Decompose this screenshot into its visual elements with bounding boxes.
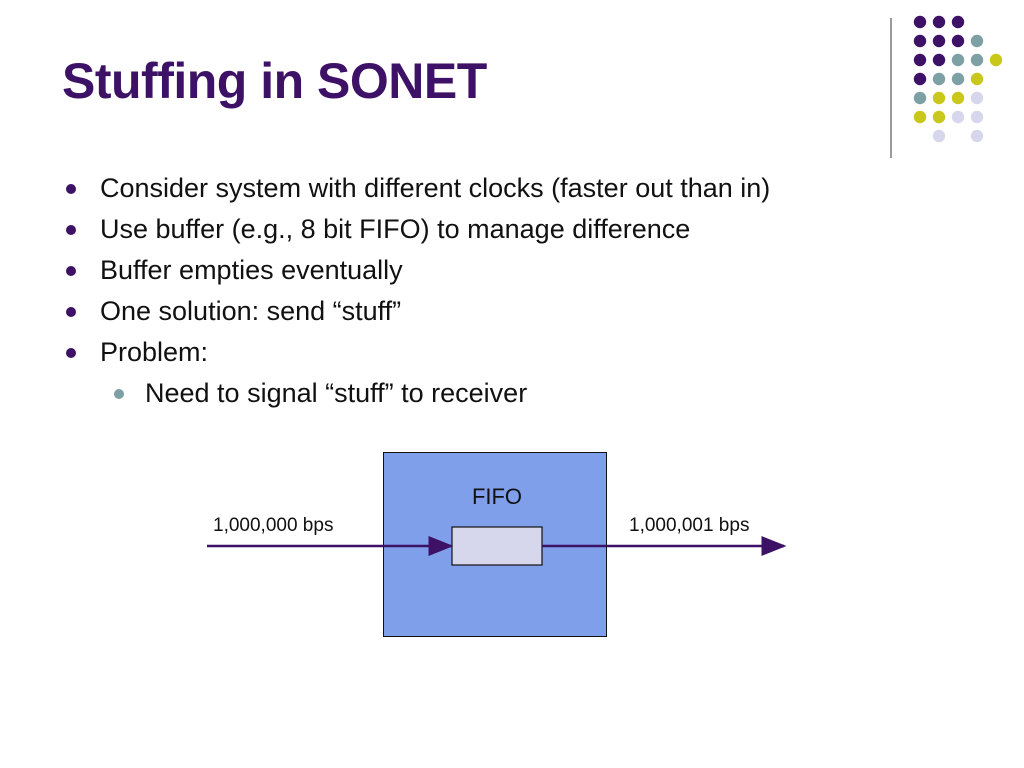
bullet-text: Use buffer (e.g., 8 bit FIFO) to manage difference bbox=[100, 214, 691, 244]
bullet-text: One solution: send “stuff” bbox=[100, 296, 402, 326]
fifo-label: FIFO bbox=[471, 484, 523, 509]
fifo-buffer bbox=[452, 527, 542, 565]
bullet-text: Problem: bbox=[100, 337, 209, 367]
sub-bullet-text: Need to signal “stuff” to receiver bbox=[145, 378, 528, 408]
slide-title: Stuffing in SONET bbox=[62, 53, 487, 109]
bullet-text: Buffer empties eventually bbox=[100, 255, 403, 285]
bullet-text: Consider system with different clocks (faster out than in) bbox=[100, 173, 771, 203]
input-rate-label: 1,000,000 bps bbox=[213, 515, 334, 536]
output-rate-label: 1,000,001 bps bbox=[629, 515, 750, 536]
